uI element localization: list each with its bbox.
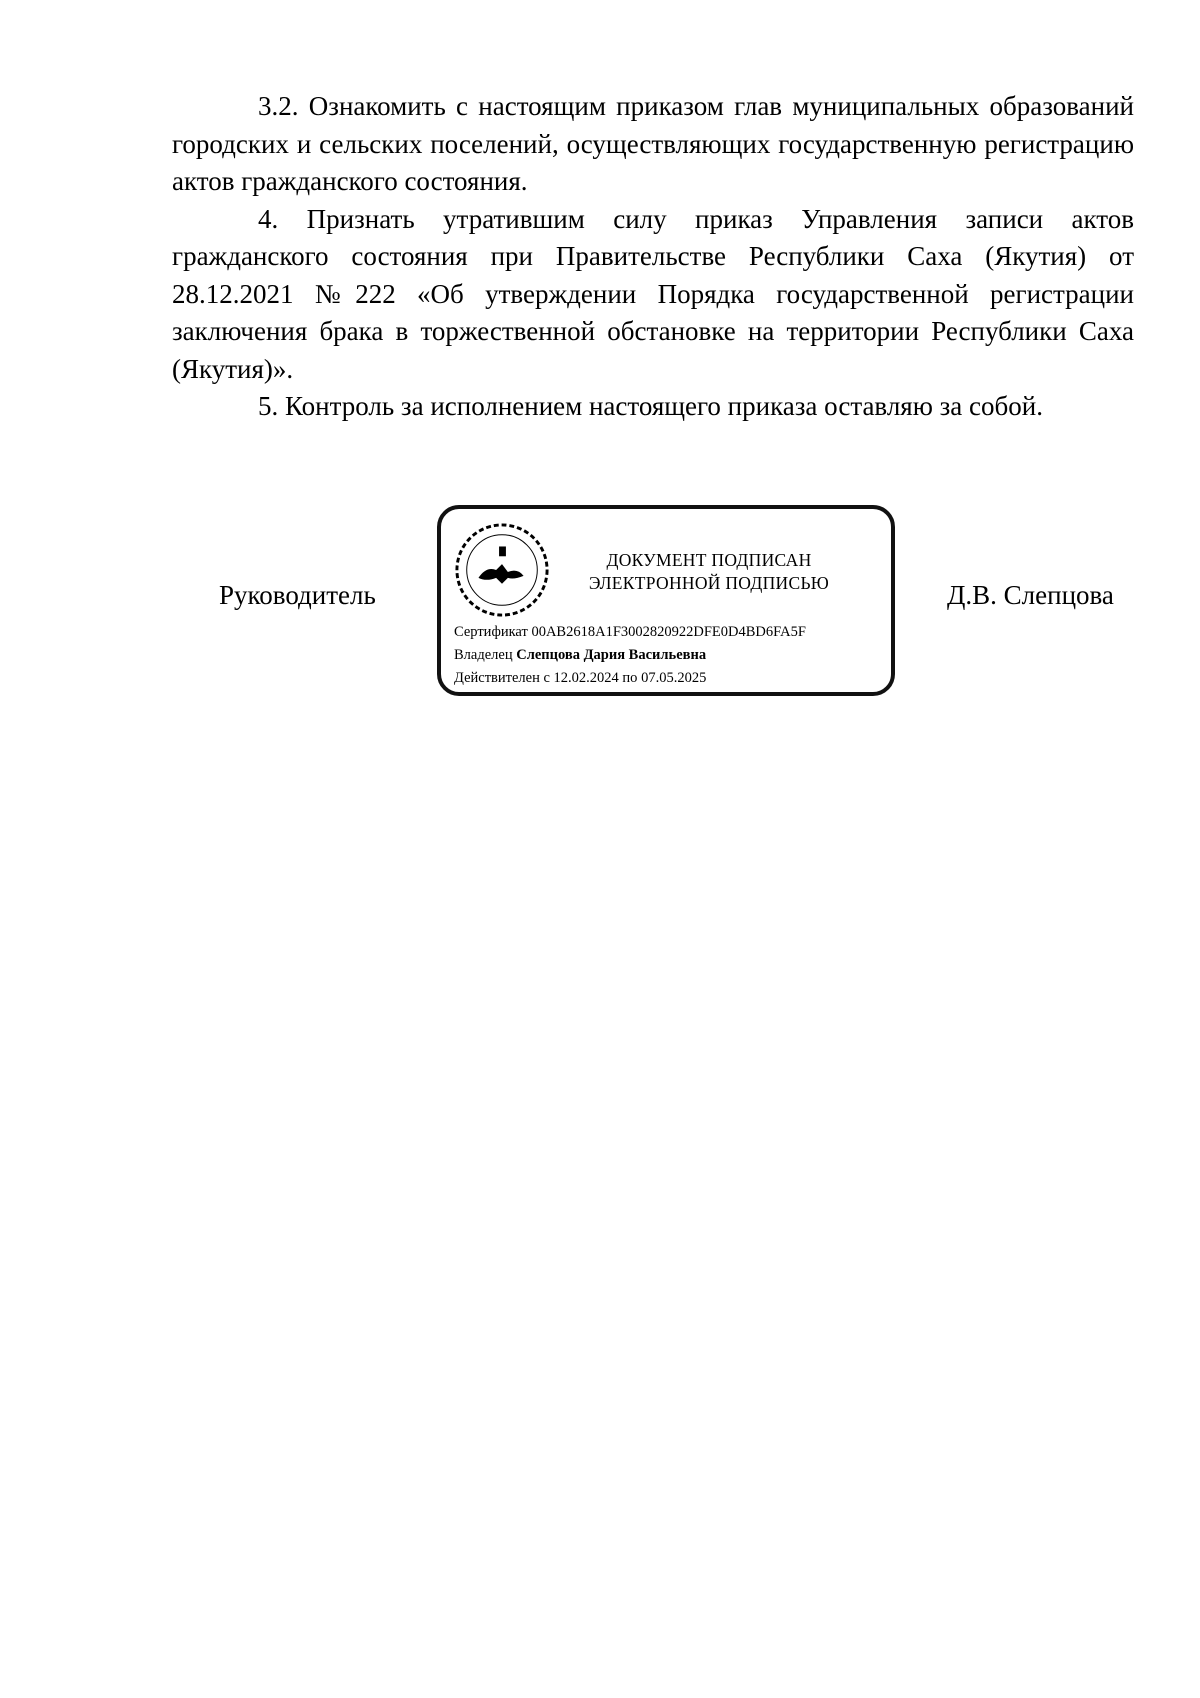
coat-of-arms-icon	[453, 521, 551, 619]
valid-to-date: 07.05.2025	[641, 670, 707, 686]
stamp-title	[559, 549, 859, 595]
paragraph-5: 5. Контроль за исполнением настоящего приказа оставляю за собой.	[258, 391, 1043, 421]
paragraph-3-2: 3.2. Ознакомить с настоящим приказом глав муниципальных образований городских и сельских поселений, осуществляющих государственную регистрацию актов гражданского состояния.	[172, 91, 1134, 196]
validity-line	[454, 667, 806, 690]
valid-from-prefix: с	[543, 670, 550, 686]
electronic-signature-stamp	[437, 505, 895, 696]
certificate-label: Сертификат	[454, 624, 528, 640]
stamp-details	[454, 621, 806, 690]
document-body	[172, 88, 1134, 426]
valid-from-date: 12.02.2024	[553, 670, 619, 686]
certificate-line	[454, 621, 806, 644]
valid-label: Действителен	[454, 670, 540, 686]
signatory-position: Руководитель	[219, 580, 376, 610]
certificate-value: 00AB2618A1F3002820922DFE0D4BD6FA5F	[531, 624, 806, 640]
signatory-name: Д.В. Слепцова	[947, 580, 1114, 610]
owner-label: Владелец	[454, 647, 513, 663]
owner-line	[454, 644, 806, 667]
paragraph-4: 4. Признать утратившим силу приказ Управления записи актов гражданского состояния при Правительстве Республики Саха (Якутия) от 28.12.2021 №222 «Об утверждении Порядка государственной регистрации заключения брака в торжественной обстановке на территории Республики Саха (Якутия)».	[172, 203, 1134, 384]
valid-to-prefix: по	[622, 670, 638, 686]
stamp-title-line-2: ЭЛЕКТРОННОЙ ПОДПИСЬЮ	[588, 573, 830, 593]
stamp-title-line-1: ДОКУМЕНТ ПОДПИСАН	[606, 550, 812, 570]
owner-value: Слепцова Дария Васильевна	[516, 647, 707, 663]
